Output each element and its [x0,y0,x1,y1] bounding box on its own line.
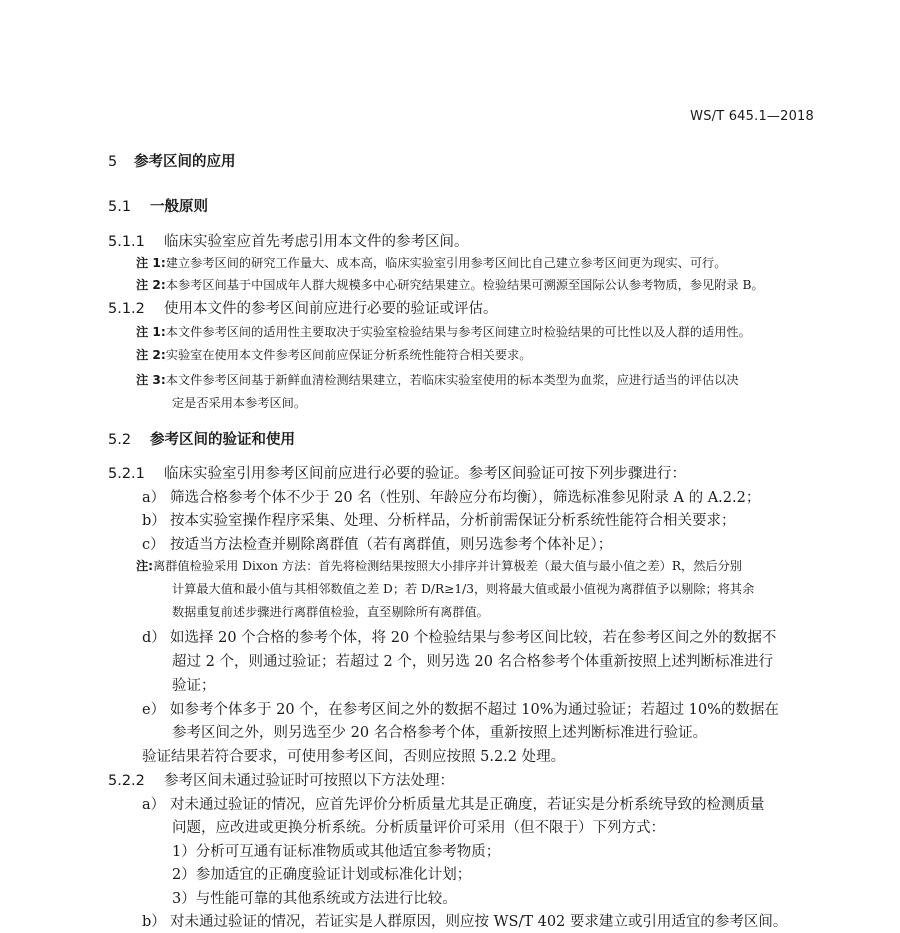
clause-5-1-1 [108,230,469,251]
clause-number: 5.2.2 [108,773,145,789]
section-number: 5.2 [108,432,132,448]
list-item-e-continued-1: 参考区间之外，则另选至少 20 名合格参考个体，重新按照上述判断标准进行验证。 [172,725,708,741]
list-label: a） [142,797,166,813]
list-label: d） [142,630,166,646]
section-title: 一般原则 [150,199,208,215]
clause-number: 5.1.1 [108,234,145,250]
standard-code: WS/T 645.1—2018 [690,109,814,124]
list-text: 按本实验室操作程序采集、处理、分析样品，分析前需保证分析系统性能符合相关要求； [170,513,736,529]
note-text: 本参考区间基于中国成年人群大规模多中心研究结果建立。检验结果可溯源至国际公认参考物质，参见附录 B。 [165,278,764,292]
sub-item-3: 3）与性能可靠的其他系统或方法进行比较。 [172,891,457,907]
clause-text: 临床实验室应首先考虑引用本文件的参考区间。 [164,234,469,250]
list-item-d [142,626,776,647]
note-dixon [136,557,742,574]
list-text: 如参考个体多于 20 个，在参考区间之外的数据不超过 10%为通过验证；若超过 10%的数据在 [170,702,779,718]
list-item-b-522 [142,910,787,931]
list-label: c） [142,537,165,553]
note-tag: 注 1: [136,325,166,339]
note-text: 本文件参考区间基于新鲜血清检测结果建立，若临床实验室使用的标本类型为血浆，应进行适当的评估以决 [165,373,739,387]
section-number: 5.1 [108,199,132,215]
section-number: 5 [108,154,118,170]
note-5-1-2-3 [136,371,739,388]
clause-number: 5.2.1 [108,466,145,482]
verification-result-paragraph: 验证结果若符合要求，可使用参考区间，否则应按照 5.2.2 处理。 [142,749,566,765]
clause-text: 参考区间未通过验证时可按照以下方法处理： [164,773,454,789]
section-5-2-heading [108,428,295,449]
list-item-b [142,509,736,530]
sub-item-1: 1）分析可互通有证标准物质或其他适宜参考物质； [172,844,501,860]
list-item-a-522 [142,793,765,814]
list-label: a） [142,490,166,506]
clause-5-2-2 [108,769,454,790]
list-item-a [142,486,760,507]
note-text: 实验室在使用本文件参考区间前应保证分析系统性能符合相关要求。 [165,348,532,362]
note-tag: 注 3: [136,373,166,387]
section-title: 参考区间的应用 [134,154,236,170]
note-text: 建立参考区间的研究工作量大、成本高，临床实验室引用参考区间比自己建立参考区间更为现实、可行。 [165,256,727,270]
note-5-1-1-2 [136,276,764,293]
list-item-d-continued-1: 超过 2 个，则通过验证；若超过 2 个，则另选 20 名合格参考个体重新按照上述判断标准进行 [172,654,774,670]
list-text: 筛选合格参考个体不少于 20 名（性别、年龄应分布均衡），筛选标准参见附录 A 的 A.2.2； [170,490,761,506]
note-tag: 注: [136,559,154,573]
note-5-1-2-1 [136,323,751,340]
note-5-1-2-2 [136,346,531,363]
list-item-a-522-continued: 问题，应改进或更换分析系统。分析质量评价可采用（但不限于）下列方式： [172,820,665,836]
list-item-d-continued-2: 验证； [172,678,216,694]
list-label: b） [142,513,166,529]
note-5-1-2-3-continued: 定是否采用本参考区间。 [172,396,307,410]
note-tag: 注 2: [136,278,166,292]
note-dixon-continued-1: 计算最大值和最小值与其相邻数值之差 D；若 D/R≥1/3，则将最大值或最小值视为离群值予以剔除；将其余 [172,582,755,596]
section-5-heading [108,150,236,171]
list-text: 如选择 20 个合格的参考个体，将 20 个检验结果与参考区间比较，若在参考区间之外的数据不 [170,630,777,646]
note-tag: 注 1: [136,256,166,270]
clause-number: 5.1.2 [108,301,145,317]
list-text: 对未通过验证的情况，若证实是人群原因，则应按 WS/T 402 要求建立或引用适宜的参考区间。 [170,914,788,930]
note-dixon-continued-2: 数据重复前述步骤进行离群值检验，直至剔除所有离群值。 [172,605,489,619]
list-label: e） [142,702,166,718]
note-text: 本文件参考区间的适用性主要取决于实验室检验结果与参考区间建立时检验结果的可比性以及人群的适用性。 [165,325,751,339]
clause-5-1-2 [108,297,498,318]
sub-item-2: 2）参加适宜的正确度验证计划或标准化计划； [172,867,472,883]
note-5-1-1-1 [136,254,726,271]
list-text: 按适当方法检查并剔除离群值（若有离群值，则另选参考个体补足）； [170,537,613,553]
clause-text: 临床实验室引用参考区间前应进行必要的验证。参考区间验证可按下列步骤进行： [164,466,686,482]
list-text: 对未通过验证的情况，应首先评价分析质量尤其是正确度，若证实是分析系统导致的检测质量 [170,797,765,813]
section-5-1-heading [108,195,208,216]
note-text: 离群值检验采用 Dixon 方法：首先将检测结果按照大小排序并计算极差（最大值与最小值之差）R，然后分别 [153,559,742,573]
list-item-c [142,533,612,554]
clause-5-2-1 [108,462,686,483]
list-label: b） [142,914,166,930]
clause-text: 使用本文件的参考区间前应进行必要的验证或评估。 [164,301,498,317]
note-tag: 注 2: [136,348,166,362]
list-item-e [142,698,779,719]
section-title: 参考区间的验证和使用 [150,432,295,448]
